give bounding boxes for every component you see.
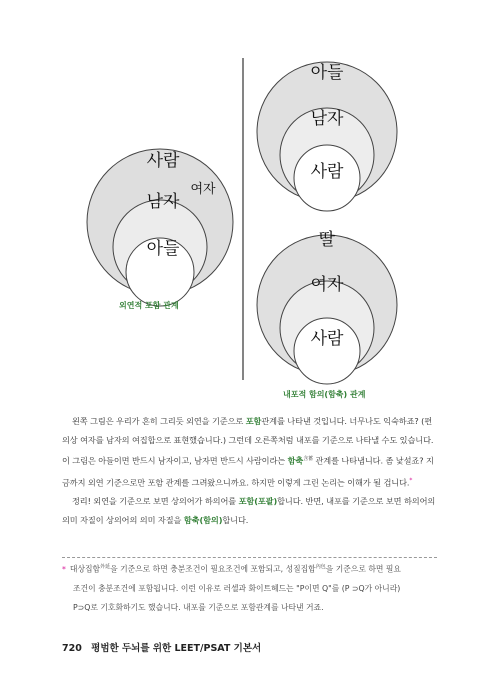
- right-bottom-inner-label: 사람: [310, 329, 344, 349]
- p1-text-c: 관계를 나타냅니다. 좀 낯설죠? 지금까지 외연 기준으로만 포함 관계를 그려왔으니까요. 하지만 이렇게 그린 논리는 이해가 될 겁니다.: [62, 455, 434, 488]
- right-caption: 내포적 함의(함축) 관계: [283, 390, 366, 399]
- left-outer-label: 사람: [146, 151, 180, 171]
- right-top-outer-label: 아들: [310, 63, 344, 83]
- book-title: 평범한 두뇌를 위한 LEET/PSAT 기본서: [91, 643, 262, 654]
- footnote-star: *: [62, 564, 66, 574]
- right-bottom-outer-label: 딸: [318, 230, 336, 250]
- p1-text-b: 관계를 나타낸 것입니다. 너무나도 익숙하죠? (편의상 여자를 남자의 여집합으로 표현했습니다.) 그런데 오른쪽처럼 내포를 기준으로 나타낼 수도 있습니다. 이 그림은 아들이면 반드시 남자이고, 남자면 반드시 사람이라는: [62, 416, 434, 466]
- p2-highlight-implication: 함축(함의): [183, 515, 223, 526]
- left-corner-label: 여자: [190, 182, 216, 197]
- footnote-line-2: 조건이 충분조건에 포함됩니다. 이런 이유로 러셀과 화이트헤드는 "P이면 Q"를 (P ⊃Q가 아니라): [73, 583, 401, 593]
- p1-highlight-inclusion: 포함: [245, 416, 262, 426]
- p2-text-b: 합니다. 반면, 내포를 기준으로 보면 하의어의 의미 자질이 상의어의 의미 자질을: [62, 496, 436, 526]
- footnote-hanja-1: 外延: [100, 564, 111, 570]
- footnote-text-b: 을 기준으로 하면 충분조건이 필요조건에 포함되고, 성질집합: [110, 564, 316, 574]
- footnote-hanja-2: 內包: [315, 564, 326, 570]
- p1-highlight-implication: 함축: [287, 455, 304, 466]
- page-footer: [62, 640, 261, 654]
- paragraph-1: [62, 412, 437, 492]
- p2-text-c: 합니다.: [222, 515, 249, 526]
- footnote-text-a: 대상집합: [69, 564, 101, 574]
- p1-hanja-superscript: 含蓄: [303, 456, 313, 462]
- p2-text-a: 정리! 외연을 기준으로 보면 상의어가 하의어를: [72, 496, 239, 507]
- footnote-marker[interactable]: *: [409, 476, 413, 484]
- p2-highlight-inclusion: 포함(포괄): [238, 496, 278, 507]
- footnote: [62, 558, 437, 617]
- right-bottom-middle-label: 여자: [310, 275, 344, 295]
- paragraph-2: [62, 492, 437, 530]
- page-number: 720: [62, 643, 82, 654]
- right-top-middle-label: 남자: [310, 109, 344, 129]
- body-text: [62, 412, 437, 530]
- left-caption: 외연적 포함 관계: [119, 301, 179, 310]
- left-middle-label: 남자: [146, 192, 180, 212]
- inner-circle-right-bottom: [294, 318, 360, 384]
- left-inner-label: 아들: [146, 239, 180, 259]
- footnote-line-3: P⊃Q로 기호화하기도 했습니다. 내포를 기준으로 포함관계를 나타낸 거죠.: [73, 602, 324, 612]
- footnote-text-c: 을 기준으로 하면 필요: [325, 564, 401, 574]
- right-top-inner-label: 사람: [310, 162, 344, 182]
- footnote-line-1: [62, 558, 437, 579]
- p1-text-a: 왼쪽 그림은 우리가 흔히 그리듯 외연을 기준으로: [72, 416, 246, 426]
